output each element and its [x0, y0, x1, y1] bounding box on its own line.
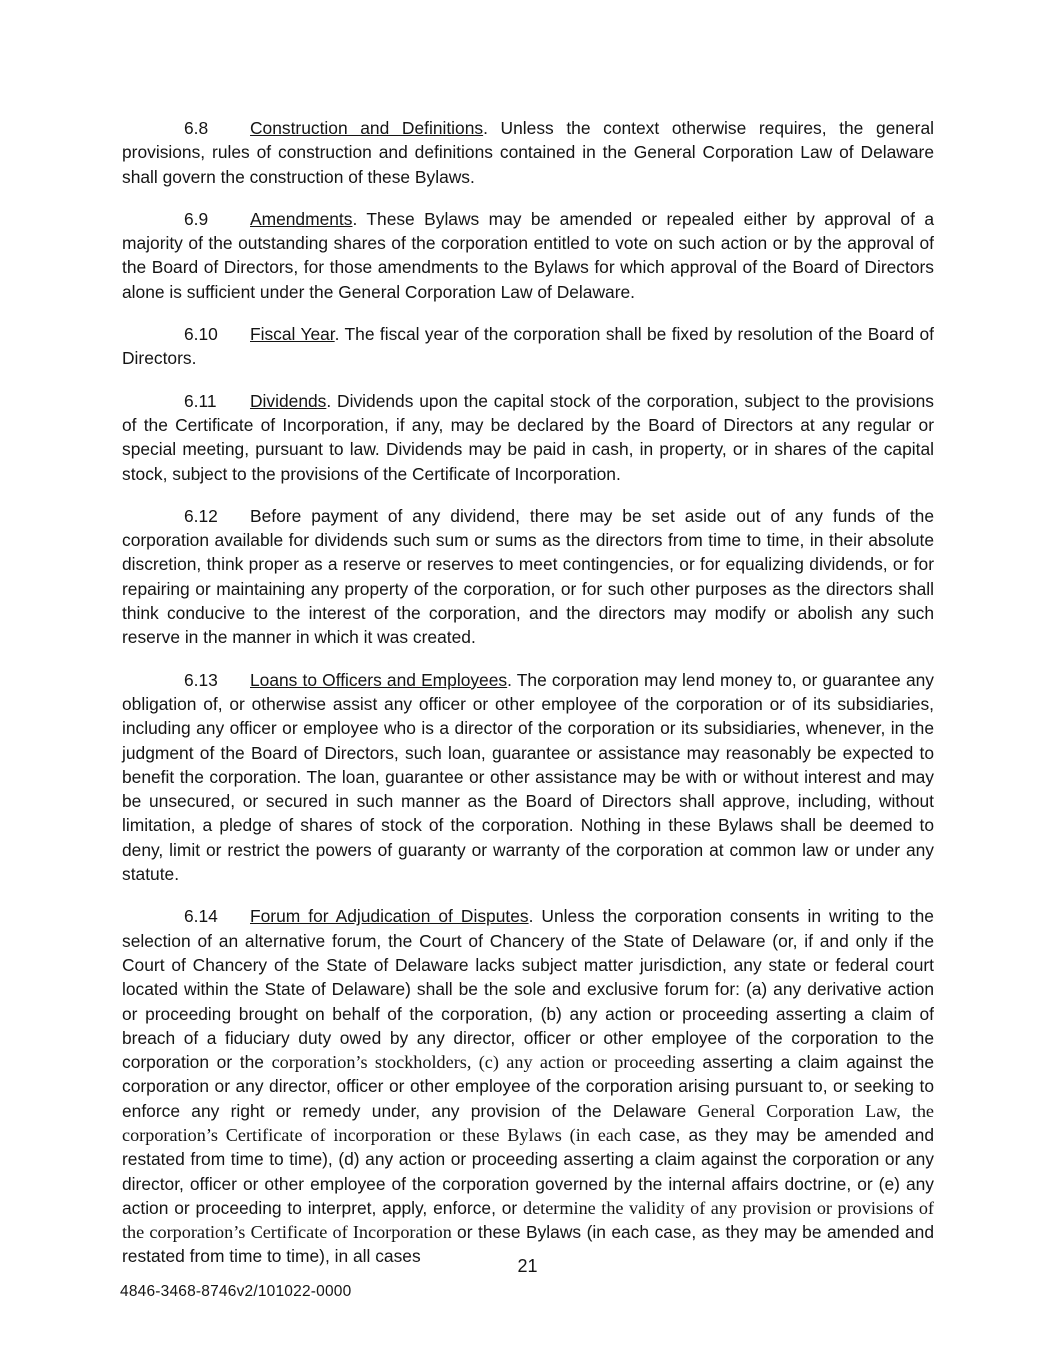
section-text: . Dividends upon the capital stock of the corporation, subject to the provisions of the Certificate of Incorporation, if any, may be declared by the Board of Directors at any regular or special meeting, pursuant to law. Dividends may be paid in cash, in property, or in shares of the capital stock, subject to the provisions of the Certificate of Incorporation.	[122, 390, 934, 484]
section-number: 6.11	[184, 390, 217, 411]
section-text: asserting a claim against the corporation or any director, officer or other employee of the corporation arising pursuant to, or seeking to enforce any right or remedy under, any provision of the Delaware	[122, 1052, 934, 1121]
section-number: 6.8	[184, 118, 209, 138]
section-text-serif: determine the validity of any provision or provisions of the corporation’s Certificate of Incorporation	[122, 1197, 934, 1243]
section-text: . These Bylaws may be amended or repealed either by approval of a majority of the outstanding shares of the corporation entitled to vote on such action or by the approval of the Board of Directors, for those amendments to the Bylaws for which approval of the Board of Directors alone is sufficient under the General Corporation Law of Delaware.	[122, 208, 934, 302]
section-text-serif: General Corporation Law, the corporation’s Certificate of incorporation or these Bylaws (in each	[122, 1100, 934, 1145]
section-heading: Loans to Officers and Employees	[250, 669, 508, 690]
section-number: 6.13	[184, 669, 218, 690]
section-text: . Unless the context otherwise requires, the general provisions, rules of construction and definitions contained in the General Corporation Law of Delaware shall govern the construction of these Bylaws.	[122, 118, 934, 187]
section-heading: Construction and Definitions	[250, 118, 484, 138]
section-text: . The fiscal year of the corporation shall be fixed by resolution of the Board of Directors.	[122, 324, 934, 369]
section-6-9	[122, 207, 934, 304]
section-text: . Unless the corporation consents in writing to the selection of an alternative forum, the Court of Chancery of the State of Delaware (or, if and only if the Court of Chancery of the State of Delaware lacks subject matter jurisdiction, any state or federal court located within the State of Delaware) shall be the sole and exclusive forum for: (a) any derivative action or proceeding brought on behalf of the corporation, (b) any action or proceeding asserting a claim of breach of a fiduciary duty owed by any director, officer or other employee of the corporation to the corporation or the	[122, 906, 934, 1073]
section-6-13	[122, 668, 934, 887]
section-number: 6.9	[184, 208, 209, 229]
section-6-12	[122, 504, 934, 650]
section-number: 6.12	[184, 505, 218, 526]
section-heading: Amendments	[250, 208, 353, 229]
section-text: Before payment of any dividend, there may be set aside out of any funds of the corporation available for dividends such sum or sums as the directors from time to time, in their absolute discretion, think proper as a reserve or reserves to meet contingencies, or for equalizing dividends, or for repairing or maintaining any property of the corporation, or for such other purposes as the directors shall think conducive to the interest of the corporation, and the directors may modify or abolish any such reserve in the manner in which it was created.	[122, 505, 934, 648]
section-text: or these Bylaws (in each case, as they may be amended and restated from time to time), in all cases	[122, 1222, 935, 1267]
section-text: case, as they may be amended and restated from time to time), (d) any action or proceeding asserting a claim against the corporation or any director, officer or other employee of the corporation governed by the internal affairs doctrine, or (e) any action or proceeding to interpret, apply, enforce, or	[122, 1124, 934, 1218]
section-number: 6.14	[184, 906, 218, 927]
section-6-14	[122, 904, 934, 1268]
section-number: 6.10	[184, 324, 218, 345]
section-6-10	[122, 322, 934, 371]
section-heading: Fiscal Year	[250, 324, 335, 345]
section-6-8	[122, 116, 934, 189]
document-control-number: 4846-3468-8746v2/101022-0000	[120, 1283, 352, 1300]
section-heading: Forum for Adjudication of Disputes	[250, 906, 529, 927]
section-text-serif: corporation’s stockholders, (c) any action or proceeding	[271, 1052, 703, 1073]
section-heading: Dividends	[250, 390, 327, 411]
section-6-11	[122, 389, 934, 486]
document-body	[122, 116, 934, 1287]
section-text: . The corporation may lend money to, or guarantee any obligation of, or otherwise assist any officer or other employee of the corporation or of its subsidiaries, including any officer or employee who is a director of the corporation or its subsidiaries, whenever, in the judgment of the Board of Directors, such loan, guarantee or assistance may reasonably be expected to benefit the corporation. The loan, guarantee or other assistance may be with or without interest and may be unsecured, or secured in such manner as the Board of Directors shall approve, including, without limitation, a pledge of shares of stock of the corporation. Nothing in these Bylaws shall be deemed to deny, limit or restrict the powers of guaranty or warranty of the corporation at common law or under any statute.	[122, 669, 934, 885]
page-number: 21	[517, 1256, 538, 1276]
